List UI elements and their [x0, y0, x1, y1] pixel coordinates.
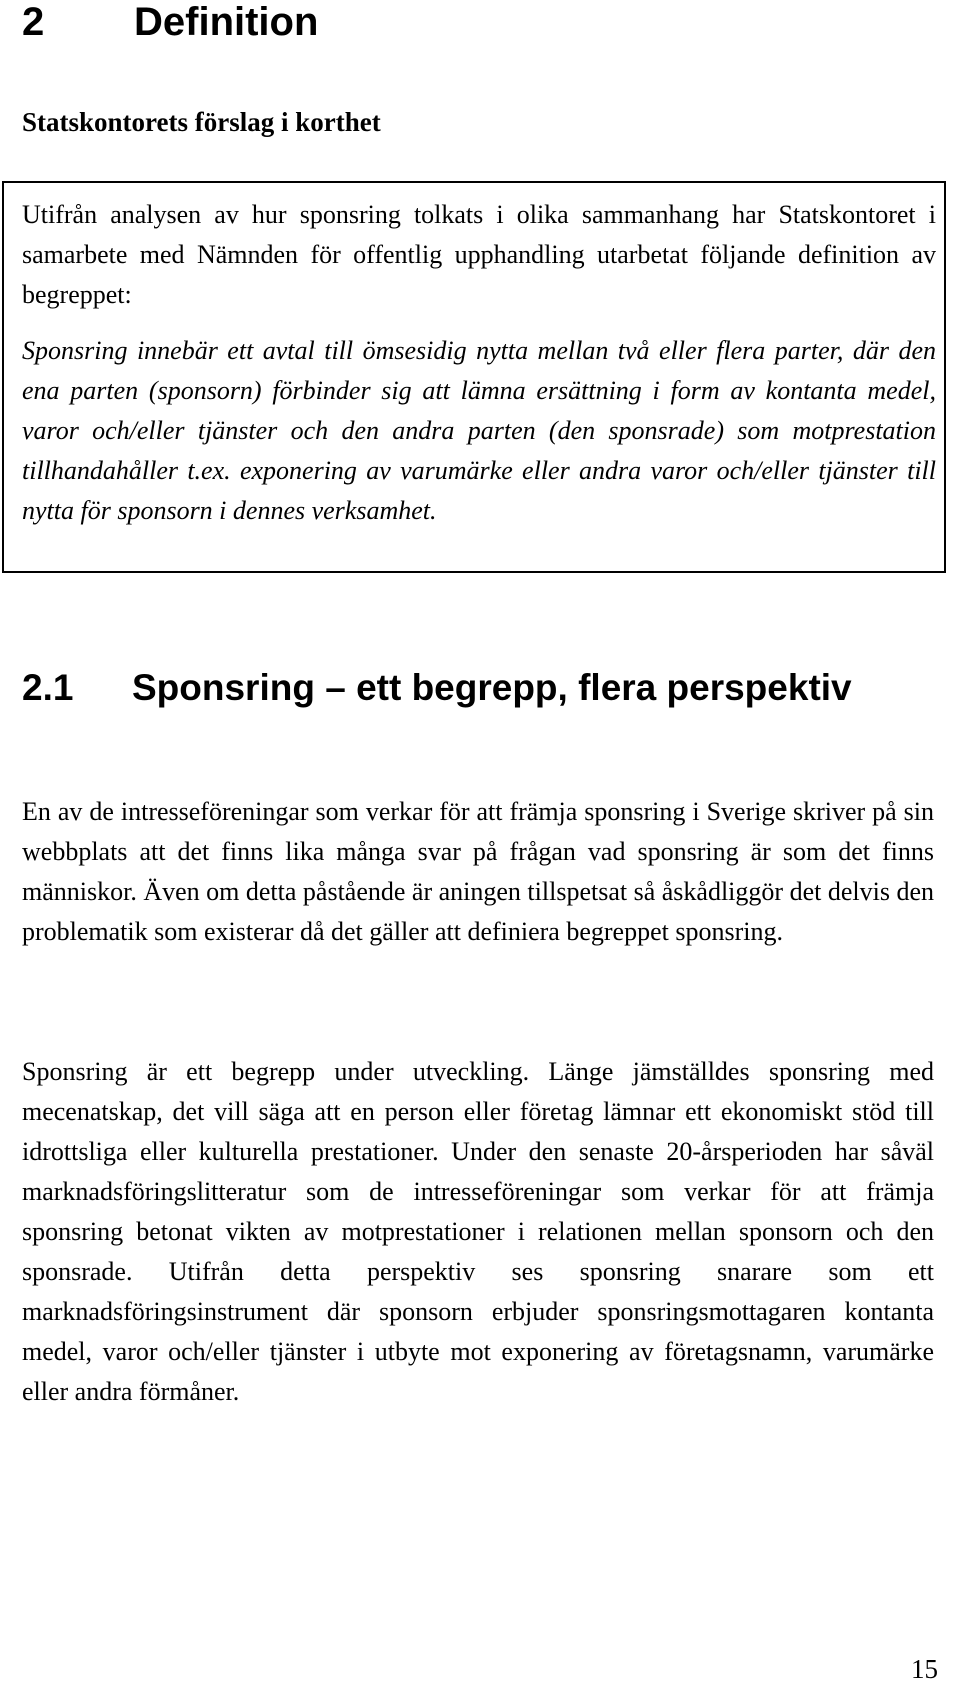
- summary-heading: Statskontorets förslag i korthet: [22, 107, 381, 137]
- section-heading: [22, 660, 922, 715]
- chapter-title: Definition: [134, 0, 319, 44]
- section-number: 2.1: [22, 667, 74, 708]
- body-paragraph: En av de intresseföreningar som verkar för att främja sponsring i Sverige skriver på sin webbplats att det finns lika många svar på frågan vad sponsring är som det finns människor. Även om detta påstående är aningen tillspetsat så åskådliggör det delvis den problematik som existerar då det gäller att definiera begreppet sponsring.: [22, 797, 934, 946]
- chapter-number: 2: [22, 0, 45, 44]
- summary-intro: Utifrån analysen av hur sponsring tolkats i olika sammanhang har Statskontoret i samarbete med Nämnden för offentlig upphandling utarbetat följande definition av begreppet:: [22, 200, 936, 309]
- chapter-heading: [22, 0, 318, 44]
- page-number: 15: [911, 1654, 938, 1684]
- summary-box: [2, 181, 946, 573]
- sponsorship-definition: Sponsring innebär ett avtal till ömsesidig nytta mellan två eller flera parter, där den ena parten (sponsorn) förbinder sig att lämna ersättning i form av kontanta medel, varor och/eller tjänster och den andra parten (den sponsrade) som motprestation tillhandahåller t.ex. exponering av varumärke eller andra varor och/eller tjänster till nytta för sponsorn i dennes verksamhet.: [22, 336, 936, 525]
- section-title: Sponsring – ett begrepp, flera perspektiv: [132, 667, 852, 708]
- body-paragraph: Sponsring är ett begrepp under utveckling. Länge jämställdes sponsring med mecenatskap, det vill säga att en person eller företag lämnar ett ekonomiskt stöd till idrottsliga eller kulturella prestationer. Under den senaste 20-årsperioden har såväl marknadsföringslitteratur som de intresseföreningar som verkar för att främja sponsring betonat vikten av motprestationer i relationen mellan sponsorn och den sponsrade. Utifrån detta perspektiv ses sponsring snarare som ett marknadsföringsinstrument där sponsorn erbjuder sponsringsmottagaren kontanta medel, varor och/eller tjänster i utbyte mot exponering av företagsnamn, varumärke eller andra förmåner.: [22, 1057, 934, 1406]
